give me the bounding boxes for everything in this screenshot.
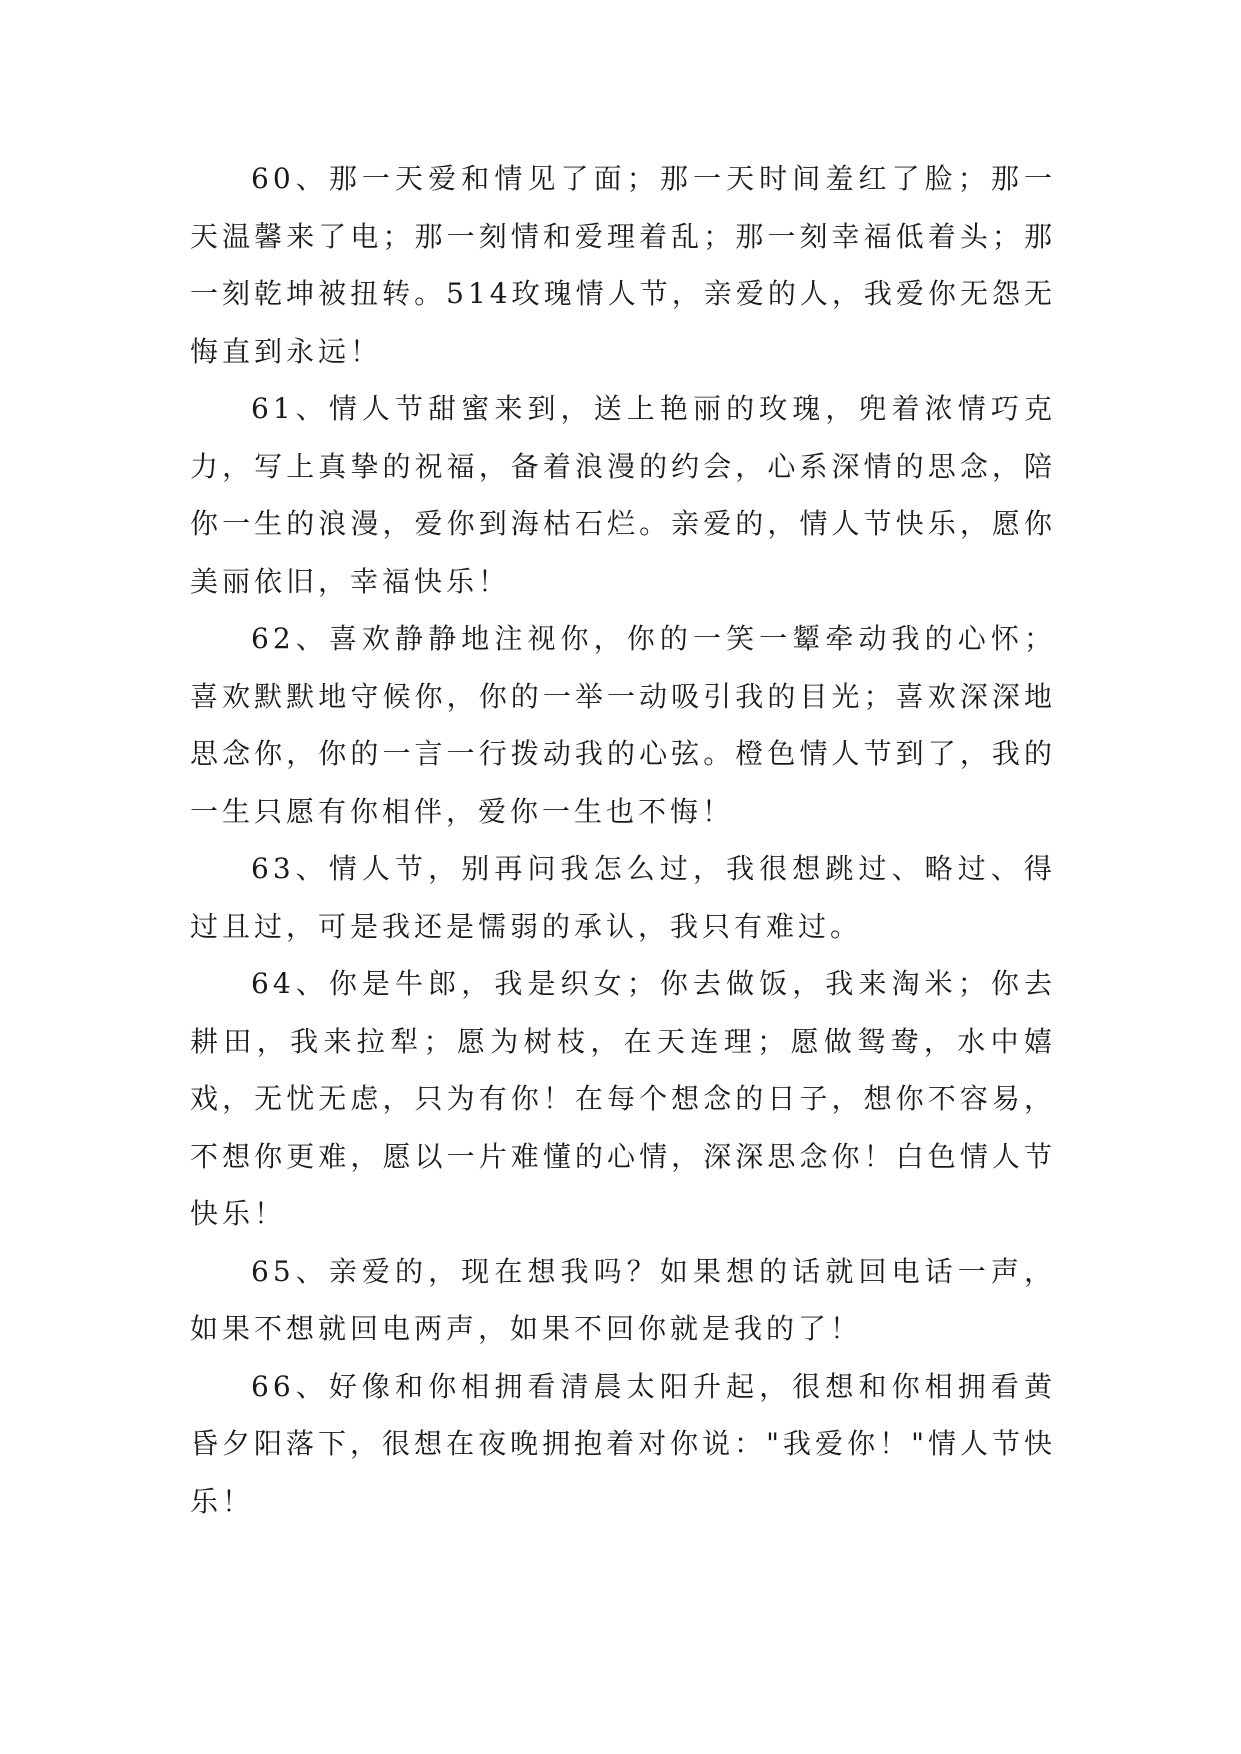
paragraph-61: 61、情人节甜蜜来到，送上艳丽的玫瑰，兜着浓情巧克力，写上真挚的祝福，备着浪漫的约会，心系深情的思念，陪你一生的浪漫，爱你到海枯石烂。亲爱的，情人节快乐，愿你美丽依旧，幸福快乐！ xyxy=(190,392,1056,598)
paragraph-63: 63、情人节，别再问我怎么过，我很想跳过、略过、得过且过，可是我还是懦弱的承认，我只有难过。 xyxy=(190,852,1056,943)
paragraph-66: 66、好像和你相拥看清晨太阳升起，很想和你相拥看黄昏夕阳落下，很想在夜晚拥抱着对你说："我爱你！"情人节快乐！ xyxy=(190,1369,1056,1518)
paragraph-62: 62、喜欢静静地注视你，你的一笑一颦牵动我的心怀；喜欢默默地守候你，你的一举一动吸引我的目光；喜欢深深地思念你，你的一言一行拨动我的心弦。橙色情人节到了，我的一生只愿有你相伴，爱你一生也不悔！ xyxy=(190,622,1056,828)
paragraph-60: 60、那一天爱和情见了面；那一天时间羞红了脸；那一天温馨来了电；那一刻情和爱理着乱；那一刻幸福低着头；那一刻乾坤被扭转。514玫瑰情人节，亲爱的人，我爱你无怨无悔直到永远！ xyxy=(190,162,1056,368)
paragraph-65: 65、亲爱的，现在想我吗？如果想的话就回电话一声，如果不想就回电两声，如果不回你就是我的了！ xyxy=(190,1254,1056,1345)
document-body xyxy=(190,150,1056,1530)
paragraph-64: 64、你是牛郎，我是织女；你去做饭，我来淘米；你去耕田，我来拉犁；愿为树枝，在天连理；愿做鸳鸯，水中嬉戏，无忧无虑，只为有你！在每个想念的日子，想你不容易，不想你更难，愿以一片难懂的心情，深深思念你！白色情人节快乐！ xyxy=(190,967,1056,1230)
